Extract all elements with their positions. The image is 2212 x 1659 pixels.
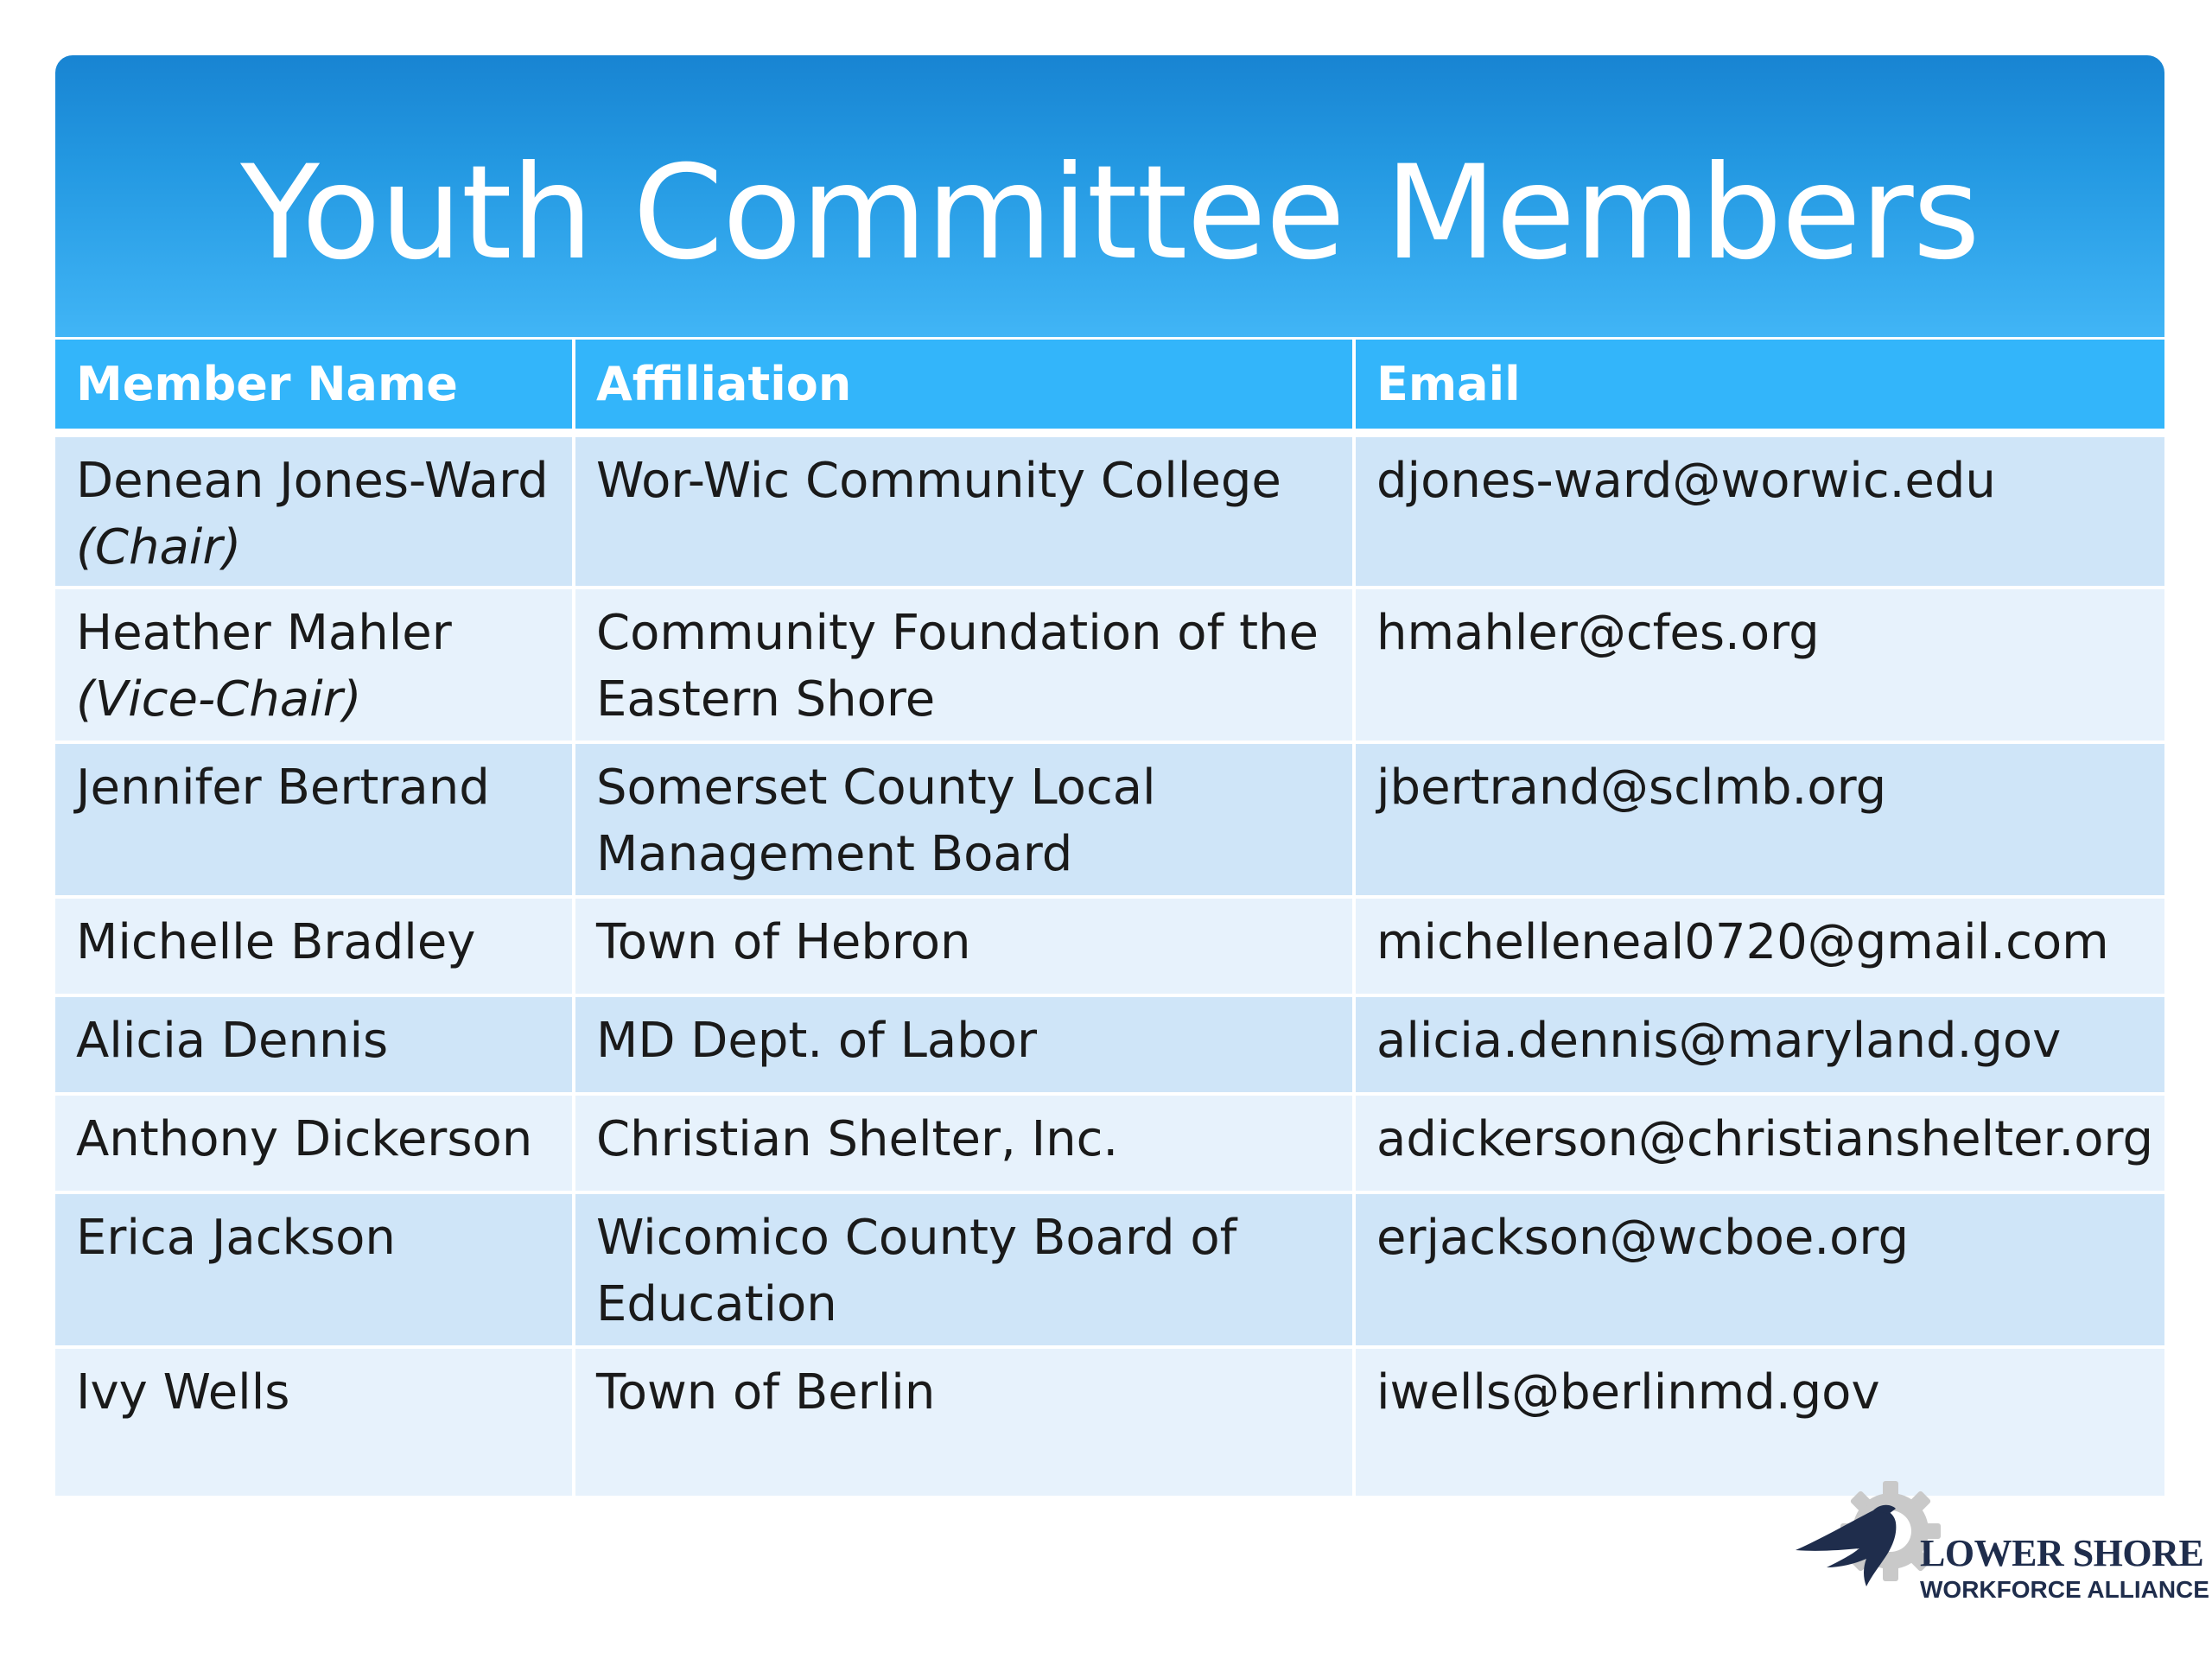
affiliation-cell: Community Foundation of the Eastern Shore [574,588,1354,742]
column-header-member-name: Member Name [55,340,574,433]
table-row [55,588,2164,742]
email-cell: iwells@berlinmd.gov [1354,1347,2164,1496]
affiliation-cell: Wicomico County Board of Education [574,1192,1354,1347]
member-name-cell [55,433,574,588]
bird-icon [1796,1510,1896,1586]
member-name-cell: Ivy Wells [55,1347,574,1496]
table-row [55,1094,2164,1192]
email-cell: michelleneal0720@gmail.com [1354,897,2164,995]
email-cell: adickerson@christianshelter.org [1354,1094,2164,1192]
member-name: Heather Mahler [76,605,452,661]
members-table [55,340,2164,1496]
column-header-email: Email [1354,340,2164,433]
table-row [55,433,2164,588]
member-name: Denean Jones-Ward [76,453,549,509]
email-cell: alicia.dennis@maryland.gov [1354,995,2164,1094]
member-name-cell: Michelle Bradley [55,897,574,995]
table-row [55,897,2164,995]
member-name-cell: Erica Jackson [55,1192,574,1347]
member-role: (Vice-Chair) [76,671,362,728]
logo-text-workforce-alliance: WORKFORCE ALLIANCE [1920,1576,2209,1603]
column-header-affiliation: Affiliation [574,340,1354,433]
table-row [55,995,2164,1094]
member-name-cell: Jennifer Bertrand [55,742,574,897]
affiliation-cell: Christian Shelter, Inc. [574,1094,1354,1192]
affiliation-cell: Wor-Wic Community College [574,433,1354,588]
table-header-row [55,340,2164,433]
email-cell: jbertrand@sclmb.org [1354,742,2164,897]
lower-shore-logo [1789,1478,2209,1616]
member-role: (Chair) [76,519,242,575]
email-cell: hmahler@cfes.org [1354,588,2164,742]
affiliation-cell: MD Dept. of Labor [574,995,1354,1094]
logo-text-lower-shore: LOWER SHORE [1920,1532,2204,1574]
title-banner [55,55,2164,337]
table-row [55,1347,2164,1496]
member-name-cell: Alicia Dennis [55,995,574,1094]
affiliation-cell: Town of Hebron [574,897,1354,995]
member-name-cell: Anthony Dickerson [55,1094,574,1192]
table-row [55,742,2164,897]
table-row [55,1192,2164,1347]
email-cell: djones-ward@worwic.edu [1354,433,2164,588]
affiliation-cell: Somerset County Local Management Board [574,742,1354,897]
member-name-cell [55,588,574,742]
affiliation-cell: Town of Berlin [574,1347,1354,1496]
email-cell: erjackson@wcboe.org [1354,1192,2164,1347]
slide-title: Youth Committee Members [240,138,1980,289]
